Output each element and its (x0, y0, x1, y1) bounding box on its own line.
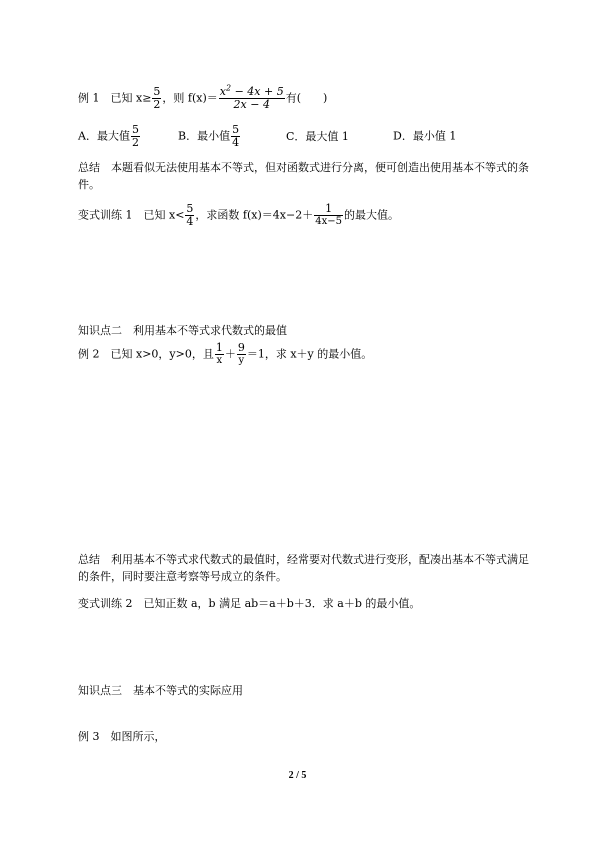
variant-exercise-2: 变式训练 2 已知正数 a，b 满足 ab＝a＋b＋3．求 a＋b 的最小值。 (78, 597, 421, 610)
option-d: D．最小值 1 (393, 129, 457, 143)
page-number: 2 / 5 (288, 770, 307, 781)
option-b: B．最小值 $\frac{5}{4}$ (178, 123, 240, 149)
variant-exercise-1: 变式训练 1 已知 x< $\frac{5}{4}$ ，求函数 f(x)＝4x−2＋ $\frac{1}{4x-5}$ 的最大值。 (78, 202, 399, 228)
fraction-function: $\frac{x^2 - 4x + 5}{2x - 4}$ (219, 83, 284, 111)
knowledge-point-2: 知识点二 利用基本不等式求代数式的最值 (78, 324, 287, 337)
summary-2: 总结 利用基本不等式求代数式的最值时，经常要对代数式进行变形，配凑出基本不等式满足的条件，同时要注意考察等号成立的条件。 (78, 553, 529, 583)
knowledge-point-3: 知识点三 基本不等式的实际应用 (78, 684, 243, 697)
example-3: 例 3 如图所示， (78, 730, 166, 743)
example-1: 例 1 已知 x≥ $\frac{5}{2}$ ，则 f(x)＝ $\frac{x^2 - 4x + 5}{2x - 4}$ 有( ) (78, 83, 328, 111)
option-a: A．最大值 $\frac{5}{2}$ (78, 123, 139, 149)
summary-1: 总结 本题看似无法使用基本不等式，但对函数式进行分离，便可创造出使用基本不等式的条件。 (78, 161, 529, 191)
fraction-condition: $\frac{5}{2}$ (153, 85, 161, 111)
example-2: 例 2 已知 x>0，y>0，且 $\frac{1}{x}$ ＋ $\frac{9}{y}$ ＝1，求 x＋y 的最小值。 (78, 341, 373, 366)
option-c: C．最大值 1 (286, 129, 349, 143)
answer-options (78, 124, 456, 149)
